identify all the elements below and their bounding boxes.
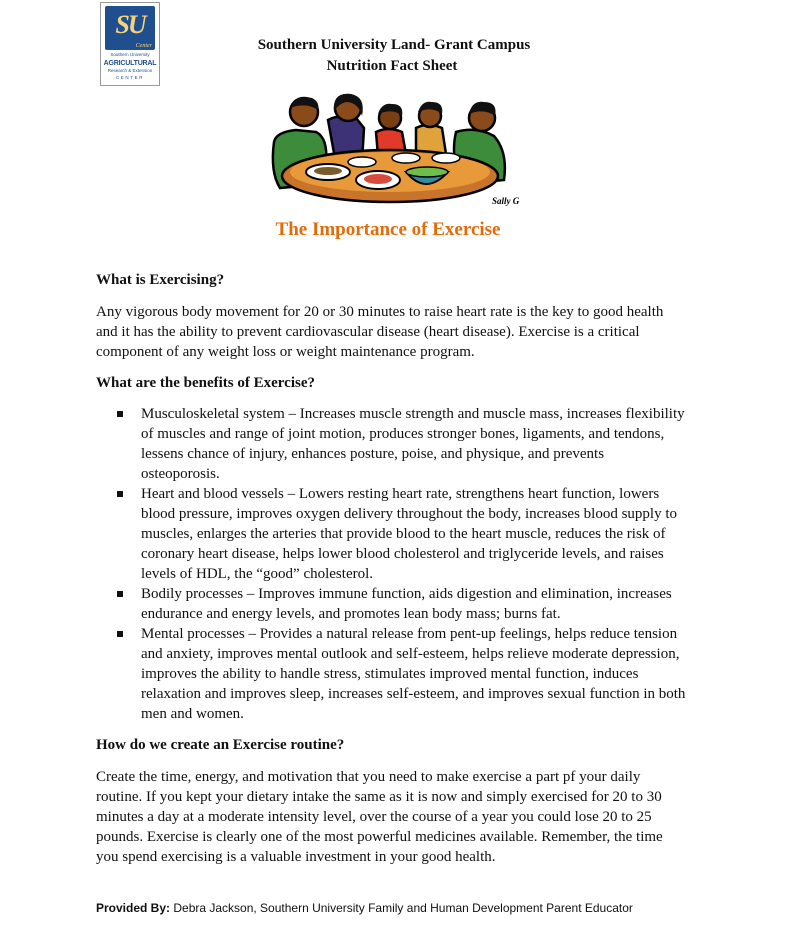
bullet-icon <box>117 491 123 497</box>
benefit-text: Bodily processes – Improves immune function, aids digestion and elimination, increases endurance and energy levels, and promotes lean body mass; burns fat. <box>141 586 672 622</box>
benefit-text: Mental processes – Provides a natural release from pent-up feelings, helps reduce tension and anxiety, improves mental outlook and self-esteem, helps relieve moderate depression, improves the ability to handle stress, stimulates improved mental function, induces relaxation and improves sleep, increases self-esteem, and improves sexual function in both men and women. <box>141 626 686 722</box>
benefits-list <box>96 404 696 724</box>
bullet-icon <box>117 631 123 637</box>
family-meal-illustration-icon <box>266 92 520 214</box>
section-paragraph-routine: Create the time, energy, and motivation that you need to make exercise a part pf your daily routine. If you kept your dietary intake the same as it is now and simply exercised for 20 to 30 minutes a day at a moderate intensity level, over the course of a year you could lose 20 to 25 pounds. Exercise is clearly one of the most powerful medicines available. Remember, the time you spend exercising is a valuable investment in your good health. <box>96 769 663 865</box>
list-item <box>96 404 686 484</box>
footer-credit <box>96 901 633 915</box>
logo-monogram-text: SU <box>115 10 145 39</box>
footer-text: Debra Jackson, Southern University Family and Human Development Parent Educator <box>170 901 633 915</box>
section-paragraph-what: Any vigorous body movement for 20 or 30 minutes to raise heart rate is the key to good health and it has the ability to prevent cardiovascular disease (heart disease). Exercise is a critical component of any weight loss or weight maintenance program. <box>96 304 664 360</box>
section-heading-benefits: What are the benefits of Exercise? <box>96 375 315 391</box>
logo-line-2: AGRICULTURAL <box>103 60 157 67</box>
header-title-line-1: Southern University Land- Grant Campus <box>257 37 531 53</box>
section-heading-routine: How do we create an Exercise routine? <box>96 737 345 753</box>
section-heading-what: What is Exercising? <box>96 272 225 288</box>
header-title-line-2: Nutrition Fact Sheet <box>326 58 458 74</box>
logo-line-3: Research & Extension <box>107 68 153 73</box>
benefit-text: Heart and blood vessels – Lowers resting heart rate, strengthens heart function, lowers blood pressure, improves oxygen delivery throughout the body, increases blood supply to muscles, enlarges the arteries that provide blood to the heart muscle, reduces the risk of coronary heart disease, helps lower blood cholesterol and triglyceride levels, and raises levels of HDL, the “good” cholesterol. <box>141 486 678 582</box>
bullet-icon <box>117 411 123 417</box>
logo-line-4: CENTER <box>115 75 145 80</box>
list-item <box>96 584 686 624</box>
benefit-text: Musculoskeletal system – Increases muscle strength and muscle mass, increases flexibility of muscles and range of joint motion, produces stronger bones, ligaments, and tendons, lessens chance of injury, enhances posture, poise, and physique, and prevents osteoporosis. <box>141 406 685 482</box>
bullet-icon <box>117 591 123 597</box>
illustration-signature: Sally G <box>492 196 520 206</box>
list-item <box>96 624 686 724</box>
logo-line-1: Southern University <box>110 52 150 57</box>
logo-center-text: Center <box>135 43 152 49</box>
footer-label: Provided By: <box>96 901 171 915</box>
document-title: The Importance of Exercise <box>275 219 501 240</box>
list-item <box>96 484 686 584</box>
